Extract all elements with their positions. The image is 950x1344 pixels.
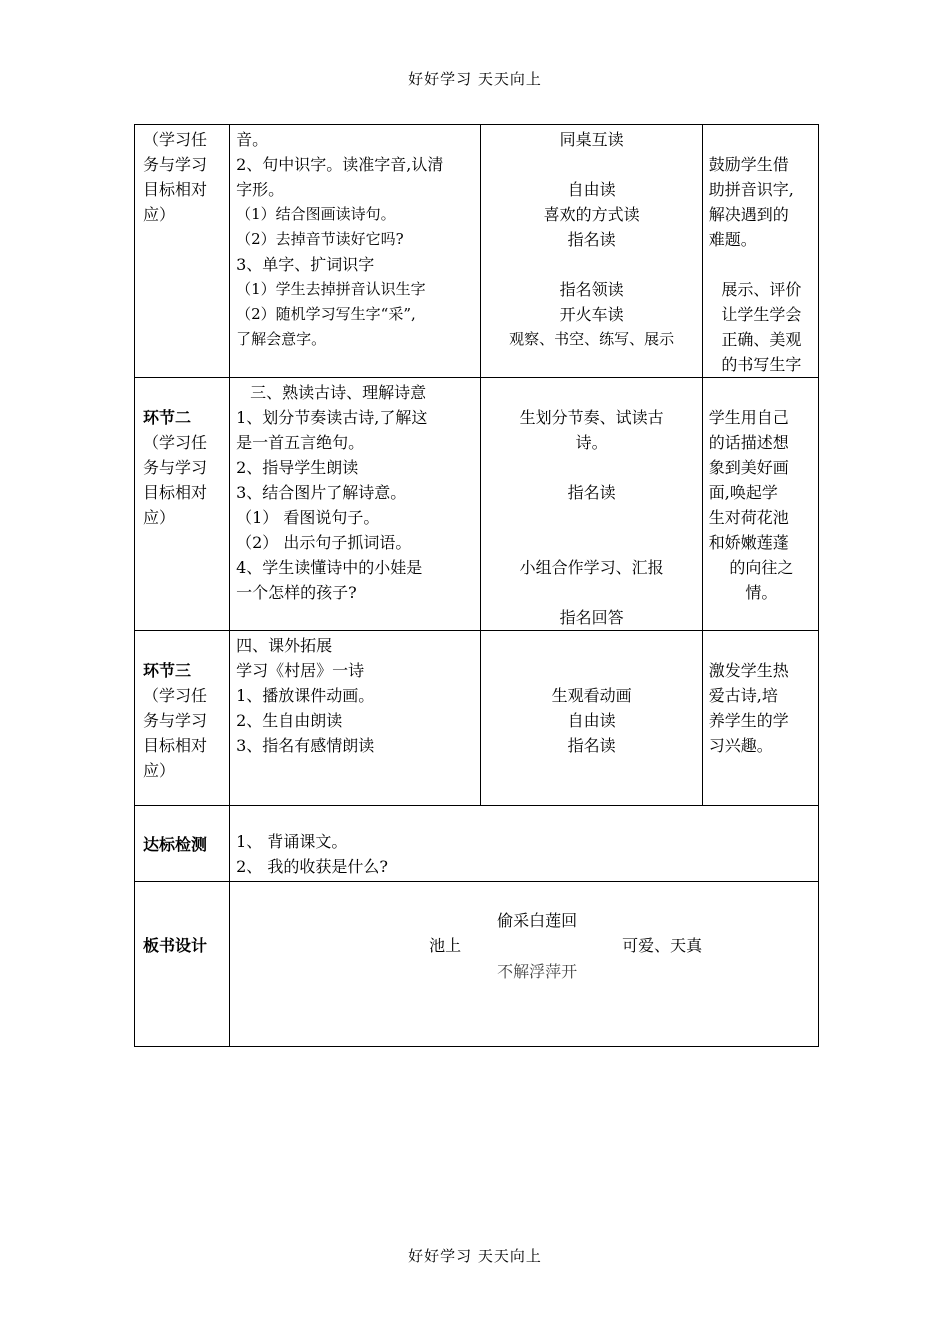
content-line: 一个怎样的孩子?	[236, 583, 357, 602]
table-row-stage-two	[135, 378, 819, 631]
purpose-line: 的书写生字	[721, 355, 802, 374]
row2-content-cell	[230, 378, 481, 631]
content-line: （2） 出示句子抓词语。	[236, 533, 412, 552]
row1-content-cell	[230, 125, 481, 378]
row2-label-line: 务与学习	[143, 458, 208, 477]
content-line: 字形。	[236, 180, 285, 199]
board-bottom-line: 不解浮萍开	[497, 962, 578, 981]
purpose-line: 的话描述想	[708, 433, 789, 452]
content-line: 3、单字、扩词识字	[236, 255, 375, 274]
table-row-board	[135, 882, 819, 1047]
table-row-continued	[135, 125, 819, 378]
content-line: 3、指名有感情朗读	[236, 736, 375, 755]
purpose-line: 助拼音识字,	[708, 180, 794, 199]
purpose-line: 正确、美观	[721, 330, 802, 349]
row3-label-line: 应）	[143, 761, 176, 780]
row2-activity-cell	[481, 378, 702, 631]
row3-activity-cell	[481, 631, 702, 806]
activity-line: 自由读	[567, 711, 616, 730]
content-line: （2）随机学习写生字“采”,	[236, 305, 416, 323]
table-row-check	[135, 806, 819, 882]
board-title: 板书设计	[143, 936, 208, 955]
activity-line: 指名读	[567, 230, 616, 249]
activity-line: 指名回答	[559, 608, 624, 627]
activity-line: 指名读	[567, 483, 616, 502]
purpose-line: 象到美好画	[708, 458, 789, 477]
activity-line: 自由读	[567, 180, 616, 199]
purpose-line: 难题。	[708, 230, 757, 249]
content-line: 学习《村居》一诗	[236, 661, 365, 680]
purpose-line: 养学生的学	[708, 711, 789, 730]
stage-title: 环节三	[143, 661, 192, 680]
activity-line: 同桌互读	[559, 130, 624, 149]
activity-line: 喜欢的方式读	[543, 205, 640, 224]
page-header: 好好学习 天天向上	[408, 70, 542, 88]
content-line: 四、课外拓展	[236, 636, 333, 655]
lesson-plan-table	[134, 124, 819, 1047]
purpose-line: 情。	[745, 583, 778, 602]
row3-label-line: 目标相对	[143, 736, 208, 755]
purpose-line: 面,唤起学	[708, 483, 778, 502]
content-line: （2）去掉音节读好它吗?	[236, 230, 404, 248]
content-line: 4、学生读懂诗中的小娃是	[236, 558, 423, 577]
row1-purpose-cell	[702, 125, 818, 378]
purpose-line: 鼓励学生借	[708, 155, 789, 174]
check-title: 达标检测	[143, 835, 208, 854]
board-left-text: 池上	[429, 936, 462, 955]
check-label-cell	[135, 806, 230, 882]
content-line: （1）学生去掉拼音认识生字	[236, 280, 426, 298]
row2-label-line: 应）	[143, 508, 176, 527]
activity-line: 观察、书空、练写、展示	[509, 330, 675, 348]
row1-activity-cell	[481, 125, 702, 378]
activity-line: 生划分节奏、试读古	[519, 408, 664, 427]
row1-label-cell	[135, 125, 230, 378]
content-line: 1、播放课件动画。	[236, 686, 375, 705]
row3-label-line: （学习任	[143, 686, 208, 705]
content-line: 是一首五言绝句。	[236, 433, 365, 452]
activity-line: 诗。	[575, 433, 608, 452]
stage-title: 环节二	[143, 408, 192, 427]
content-line: 2、生自由朗读	[236, 711, 343, 730]
row2-label-cell	[135, 378, 230, 631]
activity-line: 生观看动画	[551, 686, 632, 705]
row1-label-line: 应）	[143, 205, 176, 224]
purpose-line: 和娇嫩莲蓬	[708, 533, 789, 552]
row3-label-line: 务与学习	[143, 711, 208, 730]
content-line: 1、划分节奏读古诗,了解这	[236, 408, 428, 427]
row1-label-line: （学习任	[143, 130, 208, 149]
purpose-line: 激发学生热	[708, 661, 789, 680]
purpose-line: 展示、评价	[721, 280, 802, 299]
row3-purpose-cell	[702, 631, 818, 806]
check-item: 2、 我的收获是什么?	[236, 857, 388, 876]
row3-label-cell	[135, 631, 230, 806]
row1-label-line: 务与学习	[143, 155, 208, 174]
row2-label-line: 目标相对	[143, 483, 208, 502]
purpose-line: 生对荷花池	[708, 508, 789, 527]
activity-line: 指名领读	[559, 280, 624, 299]
content-line: 3、结合图片了解诗意。	[236, 483, 407, 502]
check-item: 1、 背诵课文。	[236, 832, 348, 851]
content-line: 2、句中识字。读准字音,认清	[236, 155, 444, 174]
board-right-text: 可爱、天真	[622, 936, 703, 955]
row2-purpose-cell	[702, 378, 818, 631]
board-label-cell	[135, 882, 230, 1047]
purpose-line: 的向往之	[729, 558, 794, 577]
board-content-cell	[230, 882, 819, 1047]
table-row-stage-three	[135, 631, 819, 806]
content-line: （1）结合图画读诗句。	[236, 205, 396, 223]
content-line: 三、熟读古诗、理解诗意	[250, 383, 427, 402]
content-line: 音。	[236, 130, 269, 149]
page-footer: 好好学习 天天向上	[408, 1247, 542, 1265]
purpose-line: 习兴趣。	[708, 736, 773, 755]
purpose-line: 爱古诗,培	[708, 686, 778, 705]
purpose-line: 解决遇到的	[708, 205, 789, 224]
purpose-line: 学生用自己	[708, 408, 789, 427]
activity-line: 开火车读	[559, 305, 624, 324]
check-content-cell	[230, 806, 819, 882]
row3-content-cell	[230, 631, 481, 806]
row1-label-line: 目标相对	[143, 180, 208, 199]
content-line: （1） 看图说句子。	[236, 508, 380, 527]
row2-label-line: （学习任	[143, 433, 208, 452]
purpose-line: 让学生学会	[721, 305, 802, 324]
activity-line: 小组合作学习、汇报	[519, 558, 664, 577]
content-line: 了解会意字。	[236, 330, 327, 348]
activity-line: 指名读	[567, 736, 616, 755]
board-top-line: 偷采白莲回	[497, 911, 578, 930]
content-line: 2、指导学生朗读	[236, 458, 359, 477]
